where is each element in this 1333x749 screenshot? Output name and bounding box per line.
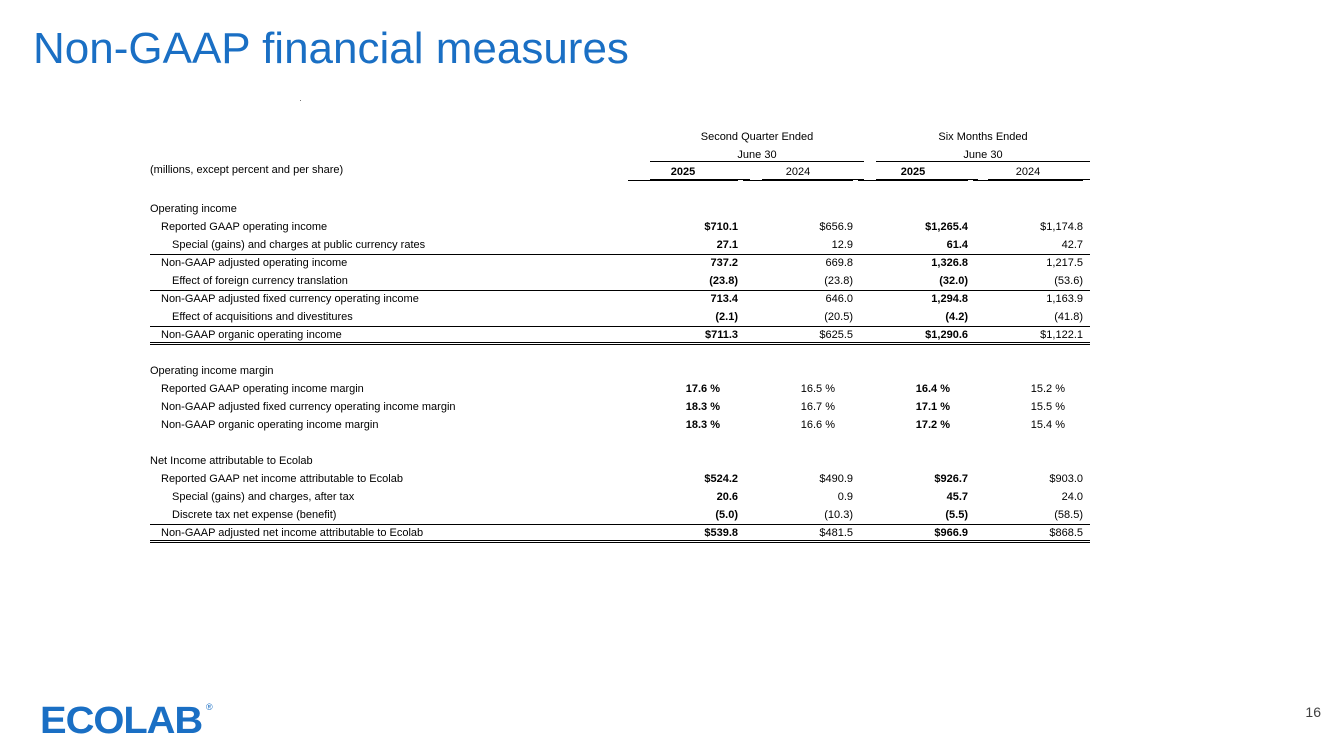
cell-value: 17.1 % bbox=[915, 401, 950, 413]
cell-value: 27.1 bbox=[716, 239, 738, 251]
cell-value: $625.5 bbox=[819, 329, 853, 341]
section-heading: Operating income bbox=[150, 203, 237, 215]
cell-value: (41.8) bbox=[1054, 311, 1083, 323]
section-heading: Operating income margin bbox=[150, 365, 274, 377]
cell-value: (10.3) bbox=[824, 509, 853, 521]
cell-value: $966.9 bbox=[934, 527, 968, 539]
cell-value: 61.4 bbox=[946, 239, 968, 251]
cell-value: $903.0 bbox=[1049, 473, 1083, 485]
row-label: Special (gains) and charges, after tax bbox=[172, 491, 355, 503]
cell-value: 0.9 bbox=[837, 491, 853, 503]
row-label: Reported GAAP operating income bbox=[161, 221, 328, 233]
total-double-rule bbox=[150, 540, 1090, 543]
six-months-group-header: Six Months Ended bbox=[938, 131, 1028, 143]
cell-value: 16.4 % bbox=[915, 383, 950, 395]
cell-value: 646.0 bbox=[825, 293, 853, 305]
year-rule bbox=[876, 179, 978, 180]
cell-value: $1,290.6 bbox=[925, 329, 968, 341]
cell-value: $868.5 bbox=[1049, 527, 1083, 539]
row-label: Non-GAAP adjusted fixed currency operating income bbox=[161, 293, 419, 305]
year-header: 2024 bbox=[973, 164, 1083, 181]
year-rule bbox=[988, 179, 1090, 180]
cell-value: $1,174.8 bbox=[1040, 221, 1083, 233]
cell-value: (4.2) bbox=[945, 311, 968, 323]
quarter-group-header: Second Quarter Ended bbox=[700, 131, 814, 143]
year-header: 2025 bbox=[628, 164, 738, 181]
cell-value: (23.8) bbox=[709, 275, 738, 287]
cell-value: 1,217.5 bbox=[1046, 257, 1083, 269]
table-row bbox=[150, 398, 1090, 416]
cell-value: 713.4 bbox=[710, 293, 738, 305]
year-header: 2024 bbox=[743, 164, 853, 181]
cell-value: $490.9 bbox=[819, 473, 853, 485]
cell-value: 18.3 % bbox=[685, 401, 720, 413]
quarter-header-rule bbox=[650, 161, 864, 162]
cell-value: 16.7 % bbox=[800, 401, 835, 413]
cell-value: 45.7 bbox=[946, 491, 968, 503]
cell-value: (32.0) bbox=[939, 275, 968, 287]
table-row bbox=[150, 272, 1090, 290]
non-gaap-table bbox=[150, 128, 1090, 542]
table-row bbox=[150, 488, 1090, 506]
cell-value: 1,326.8 bbox=[931, 257, 968, 269]
table-row bbox=[150, 380, 1090, 398]
table-row bbox=[150, 236, 1090, 254]
cell-value: (5.5) bbox=[945, 509, 968, 521]
year-header: 2025 bbox=[858, 164, 968, 181]
spacer-row bbox=[150, 182, 1090, 200]
year-rule bbox=[762, 179, 864, 180]
cell-value: (58.5) bbox=[1054, 509, 1083, 521]
cell-value: 669.8 bbox=[825, 257, 853, 269]
row-label: Discrete tax net expense (benefit) bbox=[172, 509, 337, 521]
six-months-header-rule bbox=[876, 161, 1090, 162]
cell-value: $539.8 bbox=[704, 527, 738, 539]
spacer-row bbox=[150, 434, 1090, 452]
row-label: Non-GAAP adjusted operating income bbox=[161, 257, 348, 269]
cell-value: $710.1 bbox=[704, 221, 738, 233]
section-heading: Net Income attributable to Ecolab bbox=[150, 455, 313, 467]
page-title: Non-GAAP financial measures bbox=[33, 24, 629, 73]
cell-value: 17.6 % bbox=[685, 383, 720, 395]
row-label: Non-GAAP organic operating income margin bbox=[161, 419, 379, 431]
stray-dot bbox=[300, 100, 301, 101]
cell-value: (23.8) bbox=[824, 275, 853, 287]
cell-value: 20.6 bbox=[716, 491, 738, 503]
group-header-row bbox=[150, 128, 1090, 146]
row-label: Non-GAAP adjusted fixed currency operating income margin bbox=[161, 401, 456, 413]
section-heading-row bbox=[150, 452, 1090, 470]
row-label: Effect of acquisitions and divestitures bbox=[172, 311, 353, 323]
six-months-group-subheader: June 30 bbox=[963, 149, 1003, 161]
logo-wordmark: ECOLAB bbox=[40, 700, 203, 742]
cell-value: $524.2 bbox=[704, 473, 738, 485]
section-heading-row bbox=[150, 200, 1090, 218]
cell-value: $481.5 bbox=[819, 527, 853, 539]
cell-value: 15.4 % bbox=[1030, 419, 1065, 431]
cell-value: (53.6) bbox=[1054, 275, 1083, 287]
cell-value: 1,294.8 bbox=[931, 293, 968, 305]
cell-value: $926.7 bbox=[934, 473, 968, 485]
cell-value: 42.7 bbox=[1061, 239, 1083, 251]
row-label: Reported GAAP operating income margin bbox=[161, 383, 364, 395]
cell-value: 1,163.9 bbox=[1046, 293, 1083, 305]
cell-value: (20.5) bbox=[824, 311, 853, 323]
cell-value: $656.9 bbox=[819, 221, 853, 233]
row-label: Special (gains) and charges at public currency rates bbox=[172, 239, 426, 251]
section-heading-row bbox=[150, 362, 1090, 380]
table-row bbox=[150, 218, 1090, 236]
row-label: Effect of foreign currency translation bbox=[172, 275, 348, 287]
row-label: Non-GAAP adjusted net income attributable to Ecolab bbox=[161, 527, 424, 539]
cell-value: 12.9 bbox=[831, 239, 853, 251]
cell-value: (5.0) bbox=[715, 509, 738, 521]
cell-value: 17.2 % bbox=[915, 419, 950, 431]
cell-value: 15.2 % bbox=[1030, 383, 1065, 395]
cell-value: 24.0 bbox=[1061, 491, 1083, 503]
table-row bbox=[150, 470, 1090, 488]
table-row bbox=[150, 254, 1090, 272]
table-row bbox=[150, 308, 1090, 326]
cell-value: (2.1) bbox=[715, 311, 738, 323]
cell-value: $1,265.4 bbox=[925, 221, 968, 233]
table-row bbox=[150, 416, 1090, 434]
cell-value: 737.2 bbox=[710, 257, 738, 269]
registered-mark: ® bbox=[206, 702, 213, 712]
ecolab-logo bbox=[40, 700, 213, 742]
spacer-row bbox=[150, 344, 1090, 362]
row-label: Non-GAAP organic operating income bbox=[161, 329, 342, 341]
table-row bbox=[150, 506, 1090, 524]
year-rule bbox=[650, 179, 750, 180]
units-note: (millions, except percent and per share) bbox=[150, 164, 344, 176]
cell-value: 15.5 % bbox=[1030, 401, 1065, 413]
page-number: 16 bbox=[1305, 704, 1321, 720]
cell-value: 18.3 % bbox=[685, 419, 720, 431]
cell-value: 16.5 % bbox=[800, 383, 835, 395]
table-row bbox=[150, 290, 1090, 308]
cell-value: $711.3 bbox=[704, 329, 738, 341]
row-label: Reported GAAP net income attributable to Ecolab bbox=[161, 473, 403, 485]
cell-value: $1,122.1 bbox=[1040, 329, 1083, 341]
cell-value: 16.6 % bbox=[800, 419, 835, 431]
quarter-group-subheader: June 30 bbox=[737, 149, 777, 161]
